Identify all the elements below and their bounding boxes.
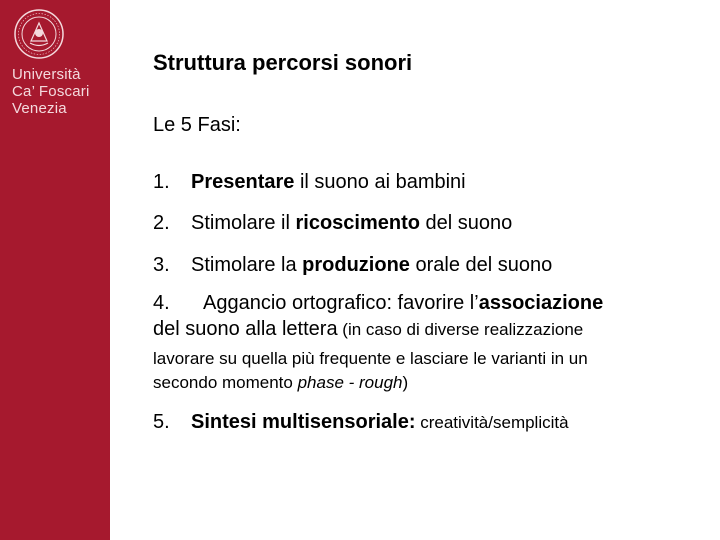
phase-note: ) bbox=[402, 373, 409, 392]
phase-keyword: ricoscimento bbox=[295, 212, 420, 234]
phase-4-line-1 bbox=[153, 292, 603, 315]
phase-text: Aggancio ortografico: favorire l’ bbox=[203, 292, 479, 314]
phase-number: 3. bbox=[153, 254, 170, 276]
phase-note: (in caso di diverse realizzazione bbox=[337, 320, 584, 339]
phase-number: 4. bbox=[153, 292, 170, 314]
phase-keyword: Sintesi multisensoriale: bbox=[191, 411, 416, 433]
phase-text: Stimolare il bbox=[191, 212, 296, 234]
university-name-line: Venezia bbox=[12, 100, 67, 117]
phase-note-italic: phase - rough bbox=[297, 373, 403, 392]
university-name bbox=[12, 66, 90, 117]
phase-text: del suono alla lettera bbox=[153, 318, 338, 340]
sidebar-brand-panel bbox=[0, 0, 110, 540]
phase-4-line-2 bbox=[153, 318, 583, 341]
phase-item-5 bbox=[153, 411, 569, 434]
phase-number: 5. bbox=[153, 411, 170, 433]
phase-note: secondo momento bbox=[153, 373, 298, 392]
phase-text: orale del suono bbox=[409, 254, 553, 276]
phase-keyword: associazione bbox=[478, 292, 604, 314]
phase-4-line-3: lavorare su quella più frequente e lasciare le varianti in un bbox=[153, 349, 588, 368]
slide-title: Struttura percorsi sonori bbox=[153, 50, 413, 75]
phase-item-2 bbox=[153, 212, 512, 235]
phase-item-3 bbox=[153, 254, 552, 277]
slide-subtitle: Le 5 Fasi: bbox=[153, 114, 241, 136]
phase-text: Stimolare la bbox=[191, 254, 303, 276]
phase-text: del suono bbox=[419, 212, 513, 234]
phase-4-line-4 bbox=[153, 373, 408, 393]
phase-item-1 bbox=[153, 171, 466, 194]
university-seal-icon bbox=[13, 8, 65, 60]
university-name-line: Università bbox=[12, 66, 81, 83]
phase-keyword: Presentare bbox=[191, 171, 295, 193]
phase-number: 1. bbox=[153, 171, 170, 193]
phase-number: 2. bbox=[153, 212, 170, 234]
phase-text: creatività/semplicità bbox=[415, 413, 569, 432]
phase-keyword: produzione bbox=[302, 254, 410, 276]
university-name-line: Ca’ Foscari bbox=[12, 83, 90, 100]
phase-text: il suono ai bambini bbox=[294, 171, 466, 193]
